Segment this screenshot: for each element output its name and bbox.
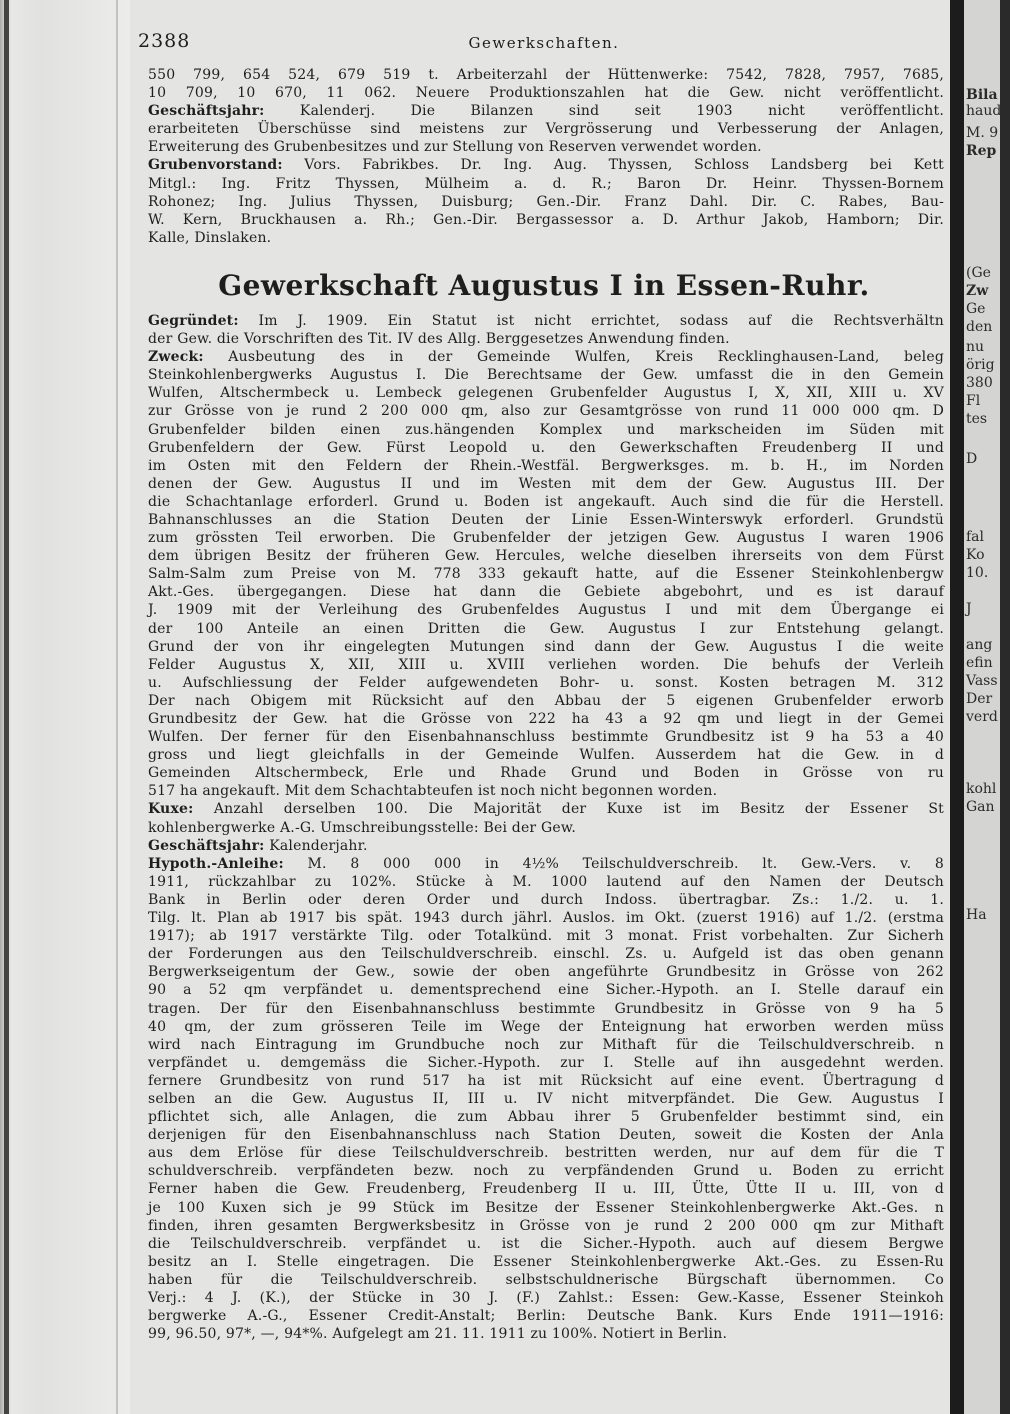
text-line: die Teilschuldverschreib. verpfändet u. ist die Sicher.-Hypoth. auch auf diesem Bergwe bbox=[148, 1235, 944, 1252]
text-line: zum grössten Teil erworben. Die Grubenfelder der jetzigen Gew. Augustus I waren 1906 bbox=[148, 530, 944, 547]
next-page-fragment: nu bbox=[966, 339, 985, 355]
next-page-fragment: Fl bbox=[966, 393, 981, 409]
text-line: 550 799, 654 524, 679 519 t. Arbeiterzahl der Hüttenwerke: 7542, 7828, 7957, 7685, bbox=[148, 67, 944, 83]
text-line: Wulfen, Altschermbeck u. Lembeck gelegenen Grubenfelder Augustus I, X, XII, XIII u. XV bbox=[148, 385, 944, 402]
next-page-fragment: 380 bbox=[966, 375, 993, 391]
page-number: 2388 bbox=[138, 30, 191, 52]
text-line: Verj.: 4 J. (K.), der Stücke in 30 J. (F.) Zahlst.: Essen: Gew.-Kasse, Essener Steinkoh bbox=[148, 1290, 944, 1306]
previous-entry bbox=[138, 66, 950, 247]
next-page-fragment: verd bbox=[966, 709, 998, 725]
text-line: 90 a 52 qm verpfändet u. dementsprechend eine Sicher.-Hypoth. an I. Stelle darauf ein bbox=[148, 982, 944, 999]
text-line: Erweiterung des Grubenbesitzes und zur Stellung von Reserven verwendet worden. bbox=[148, 139, 762, 156]
text-line: Grund der von ihr eingelegten Mutungen sind dann der Gew. Augustus I die weite bbox=[148, 638, 944, 655]
text-line: schuldverschreib. verpfändeten bezw. noch zu verpfändenden Grund u. Boden zu erricht bbox=[148, 1163, 944, 1180]
running-head: Gewerkschaften. bbox=[468, 34, 620, 52]
text-line: Gemeinden Altschermbeck, Erle und Rhade Grund und Boden in Grösse von ru bbox=[148, 765, 944, 782]
next-page-fragment: D bbox=[966, 451, 978, 467]
article-title: Gewerkschaft Augustus I in Essen-Ruhr. bbox=[218, 268, 870, 302]
section-label: Kuxe: bbox=[148, 801, 194, 818]
text-line: Wulfen. Der ferner für den Eisenbahnanschluss bestimmte Grundbesitz ist 9 ha 53 a 40 bbox=[148, 729, 944, 746]
text-line: je 100 Kuxen sich je 99 Stück im Besitze der Essener Steinkohlenbergwerke Akt.-Ges. n bbox=[148, 1199, 944, 1216]
text-line: Grubenfeldern der Gew. Fürst Leopold u. den Gewerkschaften Freudenberg II und bbox=[148, 439, 944, 456]
text-line: Akt.-Ges. übergegangen. Diese hat dann die Gebiete abgebohrt, und es ist darauf bbox=[148, 584, 944, 601]
text-line: besitz an I. Stelle eingetragen. Die Essener Steinkohlenbergwerke Akt.-Ges. zu Essen-Ru bbox=[148, 1253, 944, 1270]
text-line: Felder Augustus X, XII, XIII u. XVIII verliehen worden. Die behufs der Verleih bbox=[148, 656, 944, 673]
text-line: fernere Grundbesitz von rund 517 ha ist mit Rücksicht auf eine event. Übertragung d bbox=[148, 1072, 944, 1089]
book-spine bbox=[0, 0, 130, 1414]
text-line: finden, ihren gesamten Bergwerksbesitz in Grösse von je rund 2 200 000 qm zur Mithaft bbox=[148, 1217, 944, 1234]
next-page-fragment: Ge bbox=[966, 301, 986, 317]
text-line: Grubenfelder bilden einen zus.hängenden Komplex und markscheiden im Süden mit bbox=[148, 421, 944, 438]
text-line: Bank in Berlin oder deren Order und durch Indoss. übertragbar. Zs.: 1./2. u. 1. bbox=[148, 891, 944, 908]
article-body bbox=[138, 312, 950, 1343]
next-page-fragment: Gan bbox=[966, 799, 995, 815]
text-line: dem übrigen Besitz der früheren Gew. Hercules, welche dieselben ihrerseits von dem Fürst bbox=[148, 548, 944, 565]
next-page-fragment: Ha bbox=[966, 907, 987, 923]
text-line: Steinkohlenbergwerks Augustus I. Die Berechtsame der Gew. umfasst die in den Gemein bbox=[148, 367, 944, 384]
text-line: 517 ha angekauft. Mit dem Schachtabteufen ist noch nicht begonnen worden. bbox=[148, 783, 718, 800]
text-line: die Schachtanlage erforderl. Grund u. Boden ist angekauft. Auch sind die für die Herstell. bbox=[148, 493, 944, 510]
section-label: Hypoth.-Anleihe: bbox=[148, 855, 284, 872]
page-header bbox=[138, 30, 950, 66]
next-page-fragment: (Ge bbox=[966, 265, 991, 281]
text-line: W. Kern, Bruckhausen a. Rh.; Gen.-Dir. Bergassessor a. D. Arthur Jakob, Hamborn; Dir. bbox=[148, 211, 944, 228]
text-line: 40 qm, der zum grösseren Teile im Wege der Enteignung hat erworben werden müss bbox=[148, 1018, 944, 1035]
text-line: 99, 96.50, 97*, —, 94*%. Aufgelegt am 21. 11. 1911 zu 100%. Notiert in Berlin. bbox=[148, 1326, 728, 1343]
spine-shadow bbox=[4, 0, 9, 1414]
text-line: Mitgl.: Ing. Fritz Thyssen, Mülheim a. d. R.; Baron Dr. Heinr. Thyssen-Bornem bbox=[148, 175, 944, 192]
text-line: pflichtet sich, alle Anlagen, die zum Abbau ihrer 5 Grubenfelder bestimmt sind, ein bbox=[148, 1109, 944, 1126]
text-line: der Gew. die Vorschriften des Tit. IV des Allg. Berggesetzes Anwendung finden. bbox=[148, 331, 730, 348]
next-page-fragment: Vass bbox=[966, 673, 998, 689]
text-line: erarbeiteten Überschüsse sind meistens zur Vergrösserung und Verbesserung der Anlagen, bbox=[148, 121, 944, 138]
next-page-edge bbox=[964, 0, 1010, 1414]
section-label: Grubenvorstand: bbox=[148, 157, 283, 174]
text-line: u. Aufschliessung der Felder aufgewendeten Bohr- u. sonst. Kosten betragen M. 312 bbox=[148, 674, 944, 691]
next-page-fragment: Rep bbox=[966, 143, 997, 159]
section-label: Gegründet: bbox=[148, 312, 239, 329]
text-line: Geschäftsjahr: Kalenderjahr. bbox=[148, 837, 368, 854]
text-line: der Forderungen aus den Teilschuldverschreib. einschl. Zs. u. Aufgeld ist das oben genann bbox=[148, 946, 944, 963]
section-label: Geschäftsjahr: bbox=[148, 103, 265, 120]
next-page-fragment: fal bbox=[966, 529, 985, 545]
text-line: denen der Gew. Augustus II und im Westen mit dem der Gew. Augustus III. Der bbox=[148, 475, 944, 492]
text-line: Kuxe: Anzahl derselben 100. Die Majorität der Kuxe ist im Besitz der Essener St bbox=[148, 801, 944, 818]
text-line: Bergwerkseigentum der Gew., sowie der oben angeführte Grundbesitz in Grösse von 262 bbox=[148, 964, 944, 981]
text-line: Geschäftsjahr: Kalenderj. Die Bilanzen sind seit 1903 nicht veröffentlicht. bbox=[148, 103, 944, 120]
text-line: zur Grösse von je rund 2 200 000 qm, also zur Gesamtgrösse von rund 11 000 000 qm. D bbox=[148, 403, 944, 420]
section-label: Zweck: bbox=[148, 349, 204, 366]
text-line: aus dem Erlöse für diese Teilschuldverschreib. bestritten werden, nur auf dem für die T bbox=[148, 1145, 944, 1162]
text-line: Grubenvorstand: Vors. Fabrikbes. Dr. Ing. Aug. Thyssen, Schloss Landsberg bei Kett bbox=[148, 157, 944, 174]
next-page-fragment: Bila bbox=[966, 87, 998, 103]
text-line: der 100 Anteile an einen Dritten die Gew. Augustus I zur Entstehung gelangt. bbox=[148, 620, 944, 637]
text-line: bergwerke A.-G., Essener Credit-Anstalt; Berlin: Deutsche Bank. Kurs Ende 1911—1916: bbox=[148, 1308, 944, 1325]
text-line: Salm-Salm zum Preise von M. 778 333 gekauft hatte, auf die Essener Steinkohlenbergw bbox=[148, 566, 944, 583]
text-line: im Osten mit den Feldern der Rhein.-Westfäl. Bergwerksges. m. b. H., im Norden bbox=[148, 457, 944, 474]
text-line: Hypoth.-Anleihe: M. 8 000 000 in 4½% Teilschuldverschreib. lt. Gew.-Vers. v. 8 bbox=[148, 855, 944, 872]
text-line: Zweck: Ausbeutung des in der Gemeinde Wulfen, Kreis Recklinghausen-Land, beleg bbox=[148, 349, 944, 366]
next-page-fragment: Zw bbox=[966, 283, 989, 299]
text-line: wird nach Eintragung im Grundbuche noch zur Mithaft für die Teilschuldverschreib. n bbox=[148, 1036, 944, 1053]
text-line: Kalle, Dinslaken. bbox=[148, 229, 272, 246]
next-page-fragment: Ko bbox=[966, 547, 985, 563]
next-page-fragment: J bbox=[966, 601, 972, 617]
next-page-fragment: örig bbox=[966, 357, 995, 373]
next-page-fragment: efin bbox=[966, 655, 993, 671]
next-page-fragment: kohl bbox=[966, 781, 997, 797]
next-page-fragment: Der bbox=[966, 691, 993, 707]
text-line: 10 709, 10 670, 11 062. Neuere Produktionszahlen hat die Gew. nicht veröffentlicht. bbox=[148, 85, 944, 102]
next-page-fragment: tes bbox=[966, 411, 988, 427]
text-line: tragen. Der für den Eisenbahnanschluss bestimmte Grundbesitz in Grösse von 9 ha 5 bbox=[148, 1000, 944, 1017]
text-line: Rohonez; Ing. Julius Thyssen, Duisburg; Gen.-Dir. Franz Dahl. Dir. C. Rabes, Bau- bbox=[148, 193, 944, 210]
text-line: Bahnanschlusses an die Station Deuten der Linie Essen-Winterswyk erforderl. Grundstü bbox=[148, 511, 944, 528]
text-line: derjenigen für den Eisenbahnanschluss nach Station Deuten, soweit die Kosten der Anla bbox=[148, 1127, 944, 1144]
text-line: 1917); ab 1917 verstärkte Tilg. oder Totalkünd. mit 3 monat. Frist vorbehalten. Zur Sicherh bbox=[148, 928, 944, 945]
next-page-fragment: den bbox=[966, 319, 993, 335]
text-line: Tilg. lt. Plan ab 1917 bis spät. 1943 durch jährl. Auslos. im Okt. (zuerst 1916) auf 1./2. (erstma bbox=[148, 910, 944, 927]
section-label: Geschäftsjahr: bbox=[148, 837, 265, 854]
text-line: haben für die Teilschuldverschreib. selbstschuldnerische Bürgschaft übernommen. Co bbox=[148, 1271, 944, 1288]
text-line: Grundbesitz der Gew. hat die Grösse von 222 ha 43 a 92 qm und liegt in der Gemei bbox=[148, 711, 944, 727]
text-line: kohlenbergwerke A.-G. Umschreibungsstelle: Bei der Gew. bbox=[148, 819, 577, 836]
text-line: selben an die Gew. Augustus II, III u. IV nicht mitverpfändet. Die Gew. Augustus I bbox=[148, 1090, 944, 1107]
text-line: J. 1909 mit der Verleihung des Grubenfeldes Augustus I und mit dem Übergange ei bbox=[148, 602, 944, 619]
page-gutter bbox=[950, 0, 964, 1414]
text-line: Gegründet: Im J. 1909. Ein Statut ist nicht errichtet, sodass auf die Rechtsverhältn bbox=[148, 312, 944, 329]
page-content bbox=[138, 30, 950, 1343]
next-page-fragment: 10. bbox=[966, 565, 989, 581]
text-line: 1911, rückzahlbar zu 102%. Stücke à M. 1000 lautend auf den Namen der Deutsch bbox=[148, 873, 944, 890]
next-page-fragment: haude bbox=[966, 103, 1010, 119]
next-page-fragment: ang bbox=[966, 637, 993, 653]
text-line: Der nach Obigem mit Rücksicht auf den Abbau der 5 eigenen Grubenfelder erworb bbox=[148, 692, 944, 709]
spine-fold bbox=[116, 0, 118, 1414]
next-page-fragment: M. 9 bbox=[966, 125, 999, 141]
text-line: Ferner haben die Gew. Freudenberg, Freudenberg II u. III, Ütte, Ütte II u. III, von d bbox=[148, 1181, 944, 1198]
text-line: verpfändet u. demgemäss die Sicher.-Hypoth. zur I. Stelle auf ihn ausgedehnt werden. bbox=[148, 1054, 944, 1071]
text-line: gross und liegt gleichfalls in der Gemeinde Wulfen. Ausserdem hat die Gew. in d bbox=[148, 747, 944, 764]
